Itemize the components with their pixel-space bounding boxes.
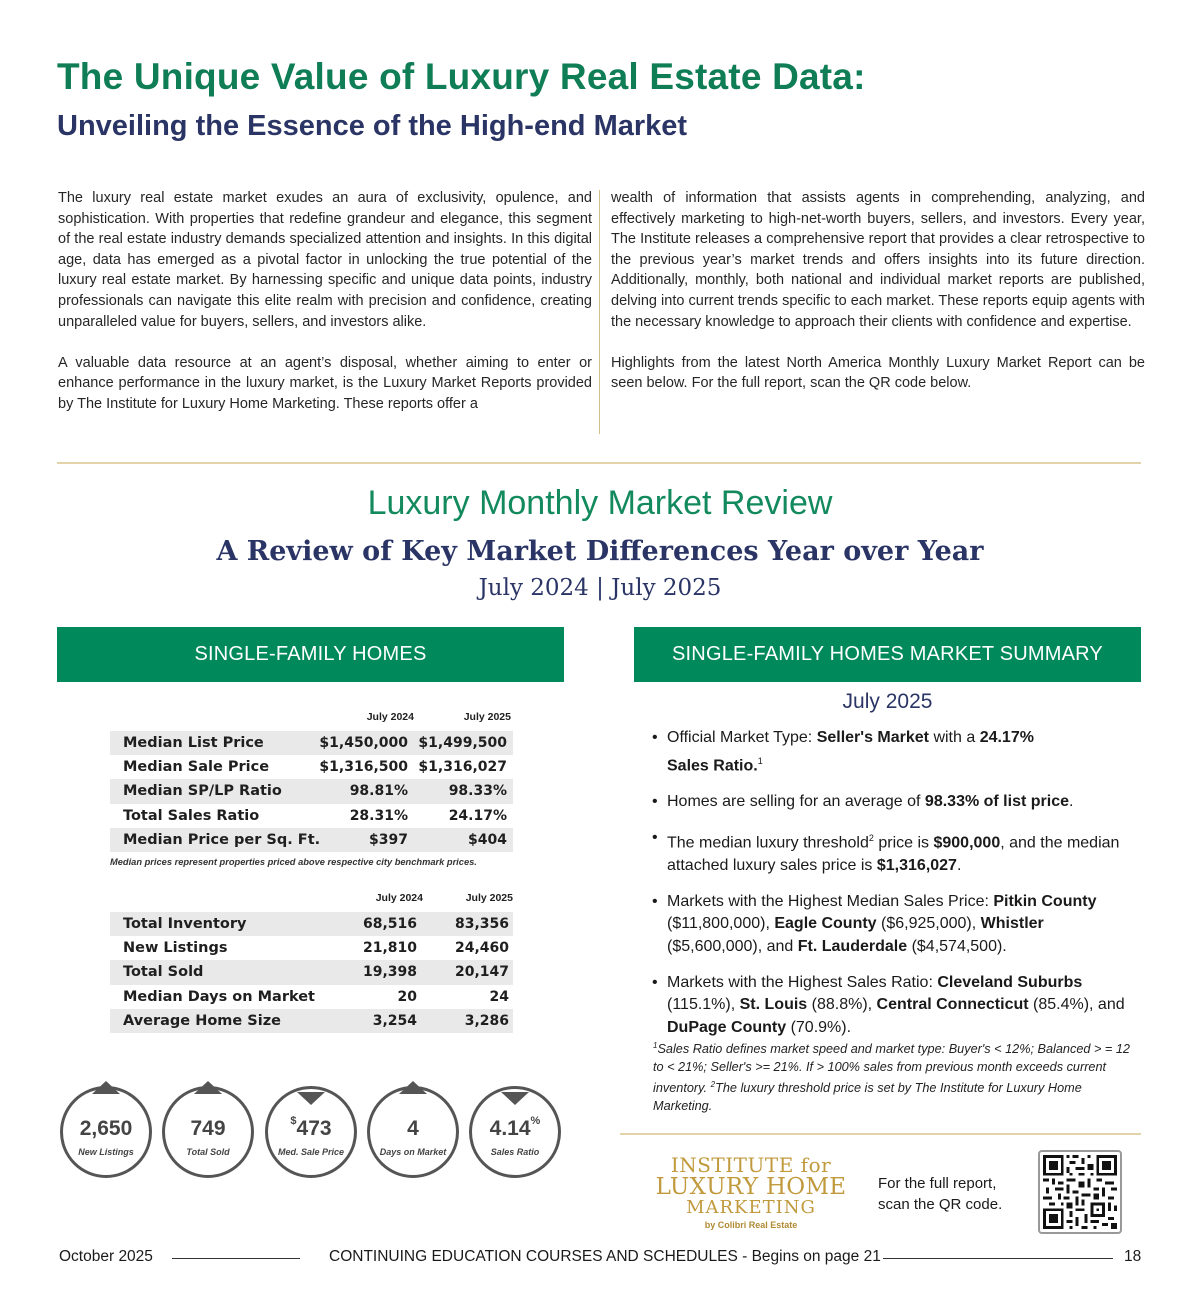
value-2025: 24,460	[454, 940, 509, 957]
article-paragraph: The luxury real estate market exudes an aura of exclusivity, opulence, and sophistication. With properties that redefine grandeur and elegance, this segment of the real estate industry demands specialized attention and insights. In this digital age, data has emerged as a pivotal factor in unlocking the true potential of the luxury real estate market. By harnessing specific and unique data points, industry professionals can navigate this elite realm with precision and confidence, creating unparalleled value for buyers, sellers, and investors alike.	[58, 190, 592, 330]
stat-caption: New Listings	[78, 1147, 134, 1157]
footer-rule	[883, 1258, 1113, 1259]
list-item: • The median luxury threshold$^2$ price is $900,000, and the median attached luxury sales price is $1,316,027.	[652, 827, 1142, 877]
row-label: Total Inventory	[123, 916, 247, 933]
value-2025: $404	[468, 831, 507, 848]
value-2025: 3,286	[464, 1012, 509, 1029]
arrow-down-icon	[297, 1092, 325, 1105]
column-divider	[599, 190, 600, 434]
qr-caption: For the full report, scan the QR code.	[878, 1175, 1003, 1213]
list-item: • Markets with the Highest Sales Ratio: Cleveland Suburbs (115.1%), St. Louis (88.8%), Central Connecticut (85.4%), and DuPage County (70.9%).	[652, 972, 1142, 1040]
value-2024: $1,450,000	[319, 735, 408, 752]
arrow-up-icon	[194, 1081, 222, 1094]
section-divider	[620, 1133, 1141, 1135]
article-paragraph: Highlights from the latest North America Monthly Luxury Market Report can be seen below. For the full report, scan the QR code below.	[611, 354, 1145, 392]
stat-caption: Total Sold	[186, 1147, 230, 1157]
row-label: Median Price per Sq. Ft.	[123, 831, 321, 848]
stat-circle-days-on-market	[367, 1086, 459, 1178]
stat-value: 4.14%	[489, 1115, 541, 1140]
page-subtitle: Unveiling the Essence of the High-end Market	[57, 110, 688, 142]
value-2025: 83,356	[454, 916, 509, 933]
table-row	[110, 755, 513, 779]
sfh-banner: SINGLE-FAMILY HOMES	[57, 627, 564, 682]
inventory-table	[110, 888, 513, 1033]
value-2024: 28.31%	[349, 807, 408, 824]
summary-date: July 2025	[842, 690, 933, 713]
stat-value: 2,650	[79, 1117, 133, 1140]
value-2025: $1,499,500	[418, 735, 507, 752]
row-label: Median Sale Price	[123, 759, 270, 776]
table-row	[110, 960, 513, 984]
article-left-column	[58, 188, 592, 435]
column-header-2025: July 2025	[465, 892, 513, 904]
value-2024: 68,516	[362, 916, 417, 933]
article-right-column	[611, 188, 1145, 415]
arrow-down-icon	[501, 1092, 529, 1105]
value-2024: $1,316,500	[319, 759, 408, 776]
row-label: New Listings	[123, 940, 228, 957]
row-label: Total Sales Ratio	[123, 807, 260, 824]
table-row	[110, 804, 513, 828]
table-row	[110, 828, 513, 852]
stat-value: 4	[407, 1117, 419, 1140]
value-2025: $1,316,027	[418, 759, 507, 776]
list-item: • Markets with the Highest Median Sales Price: Pitkin County ($11,800,000), Eagle County ($6,925,000), Whistler ($5,600,000), and Ft. Lauderdale ($4,574,500).	[652, 891, 1142, 959]
table-note: Median prices represent properties priced above respective city benchmark prices.	[110, 857, 477, 867]
review-dates: July 2024 | July 2025	[478, 575, 722, 601]
stat-value: 749	[190, 1117, 226, 1140]
stat-circle-total-sold	[162, 1086, 254, 1178]
value-2024: 98.81%	[349, 783, 408, 800]
stat-caption: Days on Market	[379, 1147, 447, 1157]
page-number: 18	[1124, 1248, 1142, 1265]
table-row	[110, 985, 513, 1009]
institute-logo: INSTITUTE for LUXURY HOME MARKETING by Colibri Real Estate	[655, 1153, 847, 1230]
footer-courses-note: CONTINUING EDUCATION COURSES AND SCHEDULES - Begins on page 21	[329, 1248, 881, 1265]
table-row	[110, 731, 513, 755]
review-subtitle: A Review of Key Market Differences Year over Year	[216, 536, 984, 567]
article-paragraph: wealth of information that assists agents in comprehending, analyzing, and effectively marketing to high-net-worth buyers, sellers, and investors. Every year, The Institute releases a comprehensive report that provides a clear retrospective to the previous year’s market trends and offers insights into its future direction. Additionally, monthly, both national and individual market reports are published, delving into current trends specific to each market. These reports equip agents with the necessary knowledge to approach their clients with confidence and expertise.	[611, 190, 1145, 330]
value-2025: 20,147	[454, 964, 509, 981]
section-divider	[57, 462, 1141, 464]
article-paragraph: A valuable data resource at an agent’s disposal, whether aiming to enter or enhance performance in the luxury market, is the Luxury Market Reports provided by The Institute for Luxury Home Marketing. These reports offer a	[58, 354, 592, 412]
value-2025: 24.17%	[448, 807, 507, 824]
table-header	[110, 707, 513, 731]
value-2025: 24	[489, 988, 509, 1005]
row-label: Median SP/LP Ratio	[123, 783, 282, 800]
value-2024: 3,254	[372, 1012, 417, 1029]
stat-caption: Med. Sale Price	[277, 1147, 345, 1157]
stat-circle-sales-ratio	[469, 1086, 561, 1178]
value-2024: 20	[397, 988, 417, 1005]
table-header	[110, 888, 513, 912]
summary-footnote: $^1$Sales Ratio defines market speed and market type: Buyer's < 12%; Balanced > = 12 to < 21%; Seller's >= 21%. If > 100% sales from previous month exceeds current inventory. $^2$The luxury threshold price is set by The Institute for Luxury Home Marketing.	[653, 1041, 1130, 1113]
summary-bullets	[652, 727, 1142, 1053]
value-2025: 98.33%	[448, 783, 507, 800]
list-item: • Homes are selling for an average of 98.33% of list price.	[652, 791, 1142, 814]
stat-circle-new-listings	[60, 1086, 152, 1178]
table-row	[110, 912, 513, 936]
column-header-2025: July 2025	[463, 711, 511, 723]
row-label: Median Days on Market	[123, 988, 315, 1005]
value-2024: 21,810	[362, 940, 417, 957]
stat-value: $473	[290, 1115, 332, 1140]
list-item: • Official Market Type: Seller's Market with a 24.17% Sales Ratio.$^1$	[652, 727, 1142, 777]
row-label: Average Home Size	[123, 1012, 281, 1029]
footer-rule	[172, 1258, 300, 1259]
stat-caption: Sales Ratio	[490, 1147, 540, 1157]
column-header-2024: July 2024	[366, 711, 414, 723]
review-title: Luxury Monthly Market Review	[367, 484, 833, 522]
summary-banner: SINGLE-FAMILY HOMES MARKET SUMMARY	[634, 627, 1141, 682]
qr-code[interactable]	[1038, 1150, 1122, 1234]
value-2024: 19,398	[362, 964, 417, 981]
value-2024: $397	[369, 831, 408, 848]
stat-circle-med-sale-price	[265, 1086, 357, 1178]
column-header-2024: July 2024	[375, 892, 423, 904]
row-label: Total Sold	[123, 964, 204, 981]
price-table	[110, 707, 513, 852]
qr-code-icon	[1043, 1155, 1117, 1229]
arrow-up-icon	[92, 1081, 120, 1094]
row-label: Median List Price	[123, 735, 264, 752]
page-title: The Unique Value of Luxury Real Estate Data:	[57, 56, 866, 97]
table-row	[110, 1009, 513, 1033]
table-row	[110, 779, 513, 803]
arrow-up-icon	[399, 1081, 427, 1094]
table-row	[110, 936, 513, 960]
footer-date: October 2025	[59, 1248, 153, 1265]
